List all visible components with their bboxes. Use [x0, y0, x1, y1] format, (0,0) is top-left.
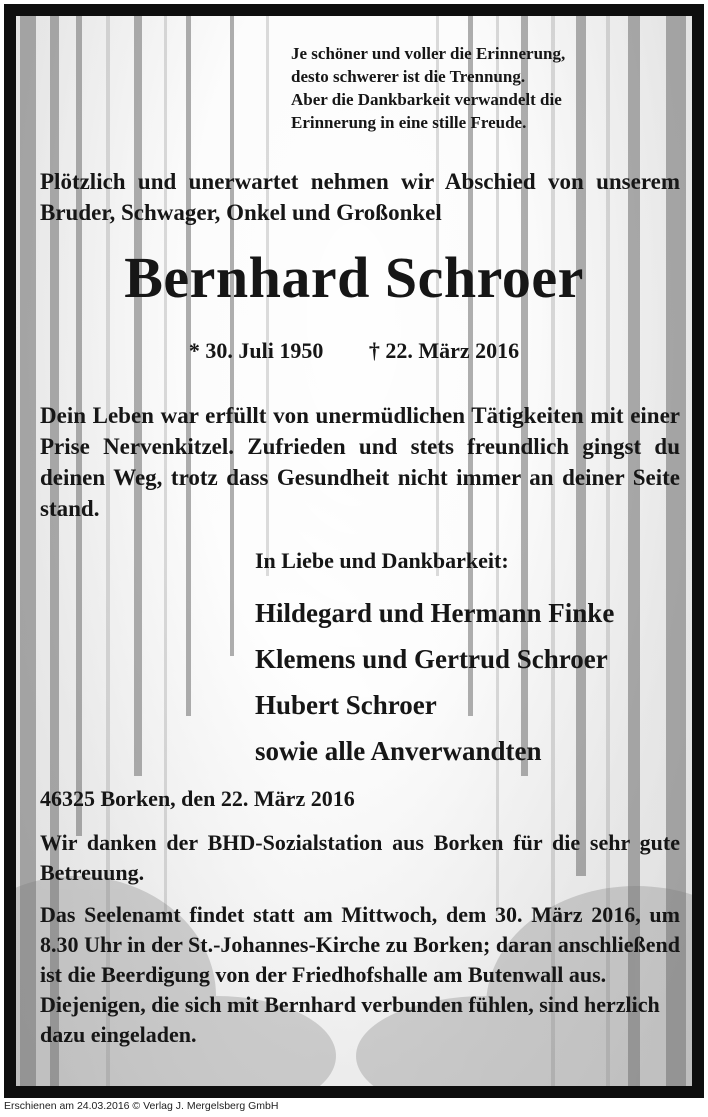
- place-date: 46325 Borken, den 22. März 2016: [40, 786, 355, 811]
- service-text: Das Seelenamt findet statt am Mittwoch, dem 30. März 2016, um 8.30 Uhr in der St.-Johannes-Kirche zu Borken; daran anschließend ist die Beerdigung von der Friedhofshalle am Butenwall aus.: [40, 902, 680, 987]
- quote-line: Aber die Dankbarkeit verwandelt die: [291, 90, 562, 109]
- quote-line: desto schwerer ist die Trennung.: [291, 67, 526, 86]
- publication-footer: Erschienen am 24.03.2016 © Verlag J. Mergelsberg GmbH: [4, 1100, 279, 1112]
- death-date: † 22. März 2016: [368, 338, 520, 363]
- thanks-text: Wir danken der BHD-Sozialstation aus Borken für die sehr gute Betreuung.: [40, 830, 680, 885]
- mourner-name: Hildegard und Hermann Finke: [255, 598, 615, 628]
- service-info: [40, 900, 680, 1050]
- life-text: Dein Leben war erfüllt von unermüdlichen Tätigkeiten mit einer Prise Nervenkitzel. Zufrieden und stets freundlich gingst du deinen Weg, trotz dass Gesundheit nicht immer an deiner Seite stand.: [40, 403, 680, 521]
- deceased-name: Bernhard Schroer: [124, 245, 584, 310]
- mourner-name: Hubert Schroer: [255, 690, 437, 720]
- mourner-name: sowie alle Anverwandten: [255, 736, 542, 766]
- invitation-text: Diejenigen, die sich mit Bernhard verbunden fühlen, sind herzlich dazu eingeladen.: [40, 992, 660, 1047]
- quote-line: Erinnerung in eine stille Freude.: [291, 113, 527, 132]
- mourners-list: [255, 590, 614, 774]
- birth-date: * 30. Juli 1950: [188, 338, 324, 363]
- obituary-frame: [4, 4, 704, 1098]
- intro-text: Plötzlich und unerwartet nehmen wir Abschied von unserem Bruder, Schwager, Onkel und Großonkel: [40, 169, 680, 225]
- memorial-quote: [291, 42, 565, 134]
- life-dates: [16, 338, 692, 364]
- mourners-heading: In Liebe und Dankbarkeit:: [255, 548, 509, 573]
- obituary-content: [16, 16, 692, 1086]
- mourner-name: Klemens und Gertrud Schroer: [255, 644, 608, 674]
- quote-line: Je schöner und voller die Erinnerung,: [291, 44, 566, 63]
